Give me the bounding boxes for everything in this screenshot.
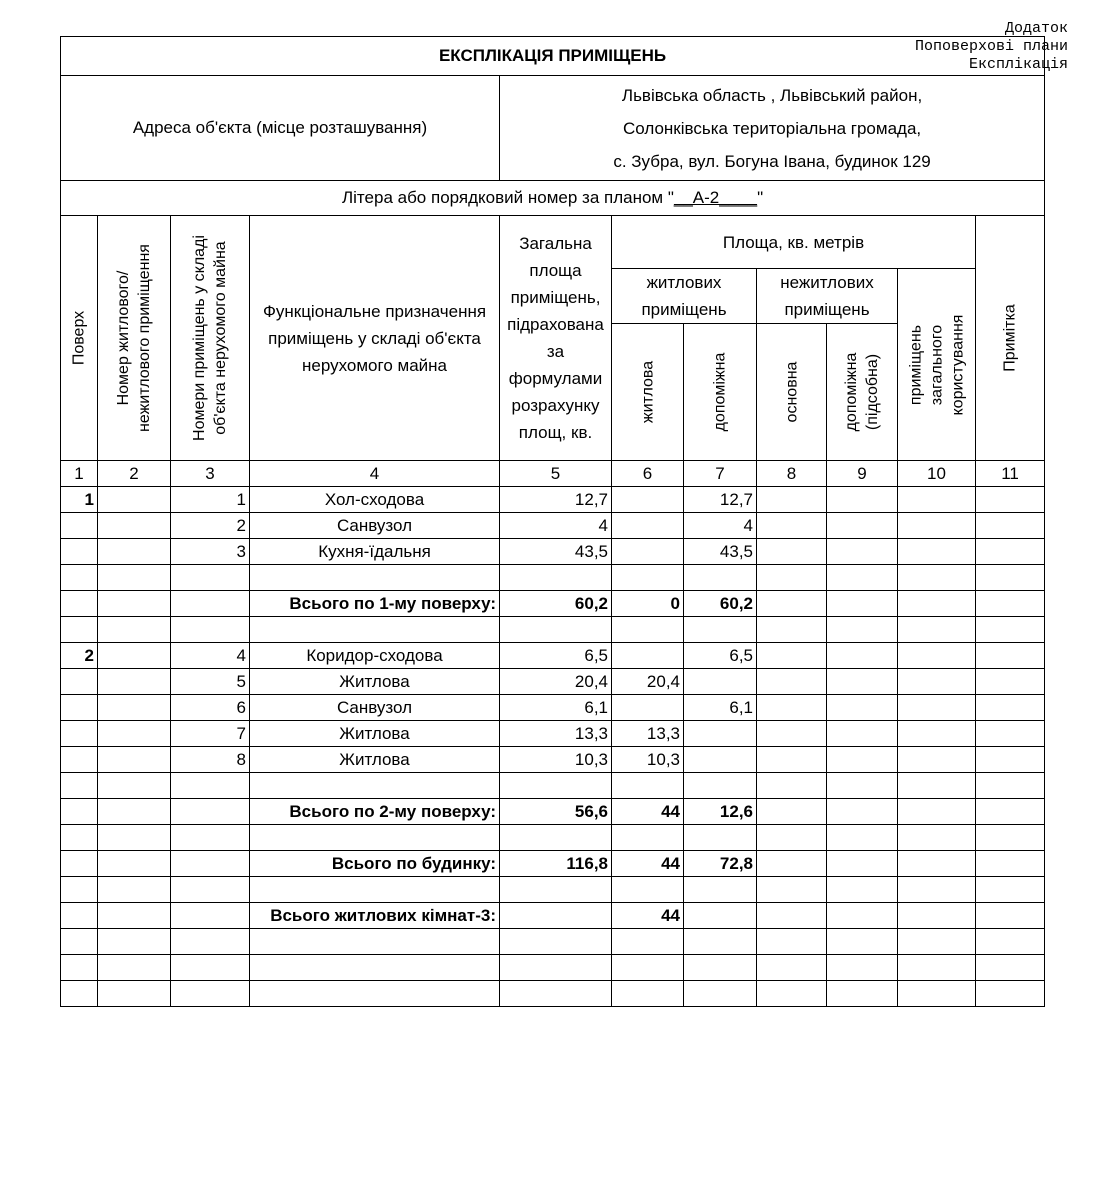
cell-common xyxy=(898,513,976,539)
cell-auxiliary xyxy=(684,903,757,929)
cell-premise xyxy=(98,877,171,903)
table-row xyxy=(61,773,1045,799)
header-purpose: Функціональне призначення приміщень у складі об'єкта нерухомого майна xyxy=(250,216,500,461)
appendix-line-3: Експлікація xyxy=(968,56,1068,73)
column-number: 6 xyxy=(612,461,684,487)
explication-table xyxy=(60,36,1045,1007)
cell-auxiliary xyxy=(684,773,757,799)
cell-main xyxy=(757,981,827,1007)
header-living-group: житлових приміщень xyxy=(612,269,757,324)
cell-total-area: 6,1 xyxy=(500,695,612,721)
cell-room xyxy=(171,877,250,903)
cell-purpose: Житлова xyxy=(250,747,500,773)
cell-main xyxy=(757,487,827,513)
table-row xyxy=(61,955,1045,981)
cell-room: 5 xyxy=(171,669,250,695)
cell-floor xyxy=(61,747,98,773)
cell-common xyxy=(898,591,976,617)
cell-floor xyxy=(61,721,98,747)
table-row xyxy=(61,799,1045,825)
cell-room: 8 xyxy=(171,747,250,773)
header-room-no: Номери приміщень у складі об'єкта нерухомого майна xyxy=(171,216,250,461)
cell-floor xyxy=(61,981,98,1007)
cell-purpose xyxy=(250,773,500,799)
appendix-line-2: Поповерхові плани xyxy=(914,38,1068,55)
header-note: Примітка xyxy=(976,216,1045,461)
cell-note xyxy=(976,929,1045,955)
cell-aux-utility xyxy=(827,539,898,565)
cell-note xyxy=(976,695,1045,721)
cell-total-area xyxy=(500,903,612,929)
cell-living xyxy=(612,773,684,799)
cell-room xyxy=(171,851,250,877)
cell-room xyxy=(171,981,250,1007)
cell-living: 10,3 xyxy=(612,747,684,773)
cell-main xyxy=(757,955,827,981)
table-row xyxy=(61,617,1045,643)
cell-auxiliary: 6,1 xyxy=(684,695,757,721)
cell-common xyxy=(898,669,976,695)
cell-living: 44 xyxy=(612,851,684,877)
cell-purpose xyxy=(250,955,500,981)
cell-aux-utility xyxy=(827,565,898,591)
cell-note xyxy=(976,981,1045,1007)
table-row xyxy=(61,929,1045,955)
cell-floor xyxy=(61,565,98,591)
table-row xyxy=(61,669,1045,695)
cell-main xyxy=(757,851,827,877)
column-number: 1 xyxy=(61,461,98,487)
cell-premise xyxy=(98,747,171,773)
cell-main xyxy=(757,617,827,643)
header-premise-no: Номер житлового/нежитлового приміщення xyxy=(98,216,171,461)
cell-auxiliary: 43,5 xyxy=(684,539,757,565)
address-label: Адреса об'єкта (місце розташування) xyxy=(61,76,500,181)
liter-value: __А-2____ xyxy=(673,188,758,207)
cell-premise xyxy=(98,773,171,799)
cell-auxiliary xyxy=(684,955,757,981)
cell-common xyxy=(898,799,976,825)
cell-living xyxy=(612,565,684,591)
column-number: 9 xyxy=(827,461,898,487)
cell-main xyxy=(757,799,827,825)
cell-total-area: 6,5 xyxy=(500,643,612,669)
cell-total-area xyxy=(500,617,612,643)
cell-floor xyxy=(61,669,98,695)
column-number: 4 xyxy=(250,461,500,487)
cell-aux-utility xyxy=(827,487,898,513)
table-row xyxy=(61,981,1045,1007)
cell-room xyxy=(171,591,250,617)
cell-auxiliary: 12,7 xyxy=(684,487,757,513)
table-row xyxy=(61,903,1045,929)
cell-note xyxy=(976,643,1045,669)
cell-premise xyxy=(98,851,171,877)
cell-living xyxy=(612,617,684,643)
cell-common xyxy=(898,643,976,669)
cell-living xyxy=(612,825,684,851)
cell-room xyxy=(171,773,250,799)
cell-purpose: Коридор-сходова xyxy=(250,643,500,669)
cell-total-area xyxy=(500,955,612,981)
cell-aux-utility xyxy=(827,903,898,929)
cell-aux-utility xyxy=(827,799,898,825)
cell-common xyxy=(898,539,976,565)
cell-purpose: Хол-сходова xyxy=(250,487,500,513)
cell-purpose: Житлова xyxy=(250,669,500,695)
cell-living xyxy=(612,487,684,513)
cell-living xyxy=(612,955,684,981)
cell-room: 3 xyxy=(171,539,250,565)
cell-total-area xyxy=(500,929,612,955)
cell-purpose: Всього по 2-му поверху: xyxy=(250,799,500,825)
cell-premise xyxy=(98,903,171,929)
column-number: 8 xyxy=(757,461,827,487)
cell-room xyxy=(171,565,250,591)
cell-premise xyxy=(98,513,171,539)
table-row xyxy=(61,513,1045,539)
cell-note xyxy=(976,877,1045,903)
cell-note xyxy=(976,591,1045,617)
cell-auxiliary: 72,8 xyxy=(684,851,757,877)
cell-purpose xyxy=(250,981,500,1007)
table-row xyxy=(61,747,1045,773)
cell-living: 13,3 xyxy=(612,721,684,747)
cell-room xyxy=(171,617,250,643)
cell-aux-utility xyxy=(827,929,898,955)
cell-main xyxy=(757,721,827,747)
cell-common xyxy=(898,617,976,643)
cell-purpose: Житлова xyxy=(250,721,500,747)
cell-common xyxy=(898,955,976,981)
table-row xyxy=(61,721,1045,747)
cell-premise xyxy=(98,799,171,825)
cell-common xyxy=(898,695,976,721)
cell-auxiliary xyxy=(684,929,757,955)
cell-common xyxy=(898,721,976,747)
cell-main xyxy=(757,565,827,591)
cell-purpose xyxy=(250,877,500,903)
cell-note xyxy=(976,799,1045,825)
cell-floor xyxy=(61,955,98,981)
cell-living xyxy=(612,981,684,1007)
cell-total-area: 116,8 xyxy=(500,851,612,877)
header-main: основна xyxy=(757,324,827,461)
cell-total-area: 13,3 xyxy=(500,721,612,747)
cell-purpose: Санвузол xyxy=(250,695,500,721)
cell-room xyxy=(171,955,250,981)
cell-note xyxy=(976,539,1045,565)
cell-floor xyxy=(61,617,98,643)
cell-main xyxy=(757,825,827,851)
cell-purpose: Кухня-їдальня xyxy=(250,539,500,565)
cell-floor xyxy=(61,929,98,955)
cell-note xyxy=(976,617,1045,643)
cell-room: 1 xyxy=(171,487,250,513)
table-row xyxy=(61,643,1045,669)
cell-note xyxy=(976,851,1045,877)
header-total-area: Загальна площа приміщень, підрахована за формулами розрахунку площ, кв. xyxy=(500,216,612,461)
cell-purpose xyxy=(250,565,500,591)
cell-living xyxy=(612,513,684,539)
cell-main xyxy=(757,877,827,903)
cell-room xyxy=(171,799,250,825)
column-number: 7 xyxy=(684,461,757,487)
cell-auxiliary: 6,5 xyxy=(684,643,757,669)
cell-total-area: 43,5 xyxy=(500,539,612,565)
cell-living xyxy=(612,929,684,955)
cell-common xyxy=(898,825,976,851)
cell-auxiliary xyxy=(684,825,757,851)
cell-common xyxy=(898,877,976,903)
cell-main xyxy=(757,903,827,929)
table-row xyxy=(61,851,1045,877)
column-number: 3 xyxy=(171,461,250,487)
column-number: 11 xyxy=(976,461,1045,487)
cell-main xyxy=(757,929,827,955)
cell-aux-utility xyxy=(827,721,898,747)
cell-room xyxy=(171,903,250,929)
cell-aux-utility xyxy=(827,591,898,617)
cell-note xyxy=(976,669,1045,695)
cell-premise xyxy=(98,825,171,851)
cell-auxiliary xyxy=(684,721,757,747)
table-row xyxy=(61,565,1045,591)
cell-floor xyxy=(61,877,98,903)
cell-living xyxy=(612,877,684,903)
cell-total-area xyxy=(500,825,612,851)
cell-main xyxy=(757,643,827,669)
cell-premise xyxy=(98,721,171,747)
cell-purpose xyxy=(250,617,500,643)
cell-auxiliary: 12,6 xyxy=(684,799,757,825)
cell-common xyxy=(898,851,976,877)
cell-total-area: 4 xyxy=(500,513,612,539)
cell-purpose: Всього житлових кімнат-3: xyxy=(250,903,500,929)
cell-common xyxy=(898,773,976,799)
cell-premise xyxy=(98,591,171,617)
cell-premise xyxy=(98,669,171,695)
header-living: житлова xyxy=(612,324,684,461)
table-row xyxy=(61,487,1045,513)
cell-floor xyxy=(61,825,98,851)
cell-premise xyxy=(98,695,171,721)
cell-premise xyxy=(98,643,171,669)
cell-premise xyxy=(98,981,171,1007)
column-number: 5 xyxy=(500,461,612,487)
cell-aux-utility xyxy=(827,877,898,903)
cell-common xyxy=(898,929,976,955)
cell-floor xyxy=(61,591,98,617)
table-row xyxy=(61,825,1045,851)
cell-aux-utility xyxy=(827,669,898,695)
cell-main xyxy=(757,747,827,773)
cell-common xyxy=(898,747,976,773)
cell-auxiliary: 60,2 xyxy=(684,591,757,617)
cell-main xyxy=(757,669,827,695)
cell-aux-utility xyxy=(827,747,898,773)
cell-note xyxy=(976,955,1045,981)
cell-room xyxy=(171,929,250,955)
liter-suffix: " xyxy=(757,188,764,207)
cell-living: 44 xyxy=(612,799,684,825)
cell-total-area: 10,3 xyxy=(500,747,612,773)
cell-note xyxy=(976,825,1045,851)
cell-note xyxy=(976,513,1045,539)
cell-floor xyxy=(61,799,98,825)
cell-room: 4 xyxy=(171,643,250,669)
cell-aux-utility xyxy=(827,851,898,877)
header-area-group: Площа, кв. метрів xyxy=(612,216,976,269)
liter-row xyxy=(61,181,1045,216)
cell-premise xyxy=(98,617,171,643)
cell-main xyxy=(757,591,827,617)
cell-total-area xyxy=(500,981,612,1007)
address-value xyxy=(500,76,1045,181)
cell-purpose: Санвузол xyxy=(250,513,500,539)
header-aux-utility: допоміжна (підсобна) xyxy=(827,324,898,461)
cell-floor: 1 xyxy=(61,487,98,513)
header-nonliving-group: нежитлових приміщень xyxy=(757,269,898,324)
column-number: 10 xyxy=(898,461,976,487)
address-line-1: Львівська область , Львівський район, xyxy=(621,85,923,105)
cell-common xyxy=(898,565,976,591)
cell-aux-utility xyxy=(827,617,898,643)
header-auxiliary: допоміжна xyxy=(684,324,757,461)
header-floor: Поверх xyxy=(61,216,98,461)
cell-premise xyxy=(98,487,171,513)
cell-auxiliary xyxy=(684,981,757,1007)
cell-purpose xyxy=(250,929,500,955)
cell-note xyxy=(976,487,1045,513)
cell-total-area xyxy=(500,565,612,591)
appendix-line-1: Додаток xyxy=(1004,20,1068,37)
table-row xyxy=(61,695,1045,721)
cell-floor xyxy=(61,851,98,877)
cell-purpose: Всього по будинку: xyxy=(250,851,500,877)
cell-aux-utility xyxy=(827,955,898,981)
cell-note xyxy=(976,747,1045,773)
cell-room: 6 xyxy=(171,695,250,721)
cell-common xyxy=(898,487,976,513)
cell-room: 2 xyxy=(171,513,250,539)
cell-floor xyxy=(61,539,98,565)
liter-prefix: Літера або порядковий номер за планом " xyxy=(342,188,674,207)
cell-room: 7 xyxy=(171,721,250,747)
cell-aux-utility xyxy=(827,981,898,1007)
cell-aux-utility xyxy=(827,513,898,539)
cell-premise xyxy=(98,565,171,591)
cell-purpose xyxy=(250,825,500,851)
cell-total-area: 56,6 xyxy=(500,799,612,825)
cell-aux-utility xyxy=(827,825,898,851)
cell-living: 20,4 xyxy=(612,669,684,695)
cell-note xyxy=(976,721,1045,747)
cell-common xyxy=(898,903,976,929)
cell-living xyxy=(612,539,684,565)
cell-aux-utility xyxy=(827,695,898,721)
cell-main xyxy=(757,773,827,799)
cell-floor: 2 xyxy=(61,643,98,669)
cell-total-area: 60,2 xyxy=(500,591,612,617)
cell-main xyxy=(757,695,827,721)
cell-note xyxy=(976,773,1045,799)
cell-main xyxy=(757,539,827,565)
cell-room xyxy=(171,825,250,851)
cell-auxiliary: 4 xyxy=(684,513,757,539)
column-numbers-row xyxy=(61,461,1045,487)
cell-auxiliary xyxy=(684,669,757,695)
cell-floor xyxy=(61,903,98,929)
cell-auxiliary xyxy=(684,747,757,773)
table-row xyxy=(61,877,1045,903)
cell-premise xyxy=(98,955,171,981)
cell-note xyxy=(976,565,1045,591)
cell-note xyxy=(976,903,1045,929)
column-number: 2 xyxy=(98,461,171,487)
header-common: приміщень загального користування xyxy=(898,269,976,461)
cell-total-area xyxy=(500,773,612,799)
cell-living xyxy=(612,695,684,721)
cell-auxiliary xyxy=(684,617,757,643)
cell-living xyxy=(612,643,684,669)
table-row xyxy=(61,539,1045,565)
cell-floor xyxy=(61,773,98,799)
cell-aux-utility xyxy=(827,643,898,669)
cell-premise xyxy=(98,929,171,955)
address-line-2: Солонківська територіальна громада, xyxy=(622,118,922,138)
cell-common xyxy=(898,981,976,1007)
page-title: ЕКСПЛІКАЦІЯ ПРИМІЩЕНЬ xyxy=(61,37,1045,76)
cell-premise xyxy=(98,539,171,565)
address-line-3: с. Зубра, вул. Богуна Івана, будинок 129 xyxy=(613,151,931,171)
cell-floor xyxy=(61,695,98,721)
cell-total-area: 20,4 xyxy=(500,669,612,695)
cell-total-area xyxy=(500,877,612,903)
cell-purpose: Всього по 1-му поверху: xyxy=(250,591,500,617)
table-row xyxy=(61,591,1045,617)
cell-auxiliary xyxy=(684,565,757,591)
cell-main xyxy=(757,513,827,539)
cell-total-area: 12,7 xyxy=(500,487,612,513)
cell-aux-utility xyxy=(827,773,898,799)
cell-living: 0 xyxy=(612,591,684,617)
cell-living: 44 xyxy=(612,903,684,929)
cell-auxiliary xyxy=(684,877,757,903)
cell-floor xyxy=(61,513,98,539)
